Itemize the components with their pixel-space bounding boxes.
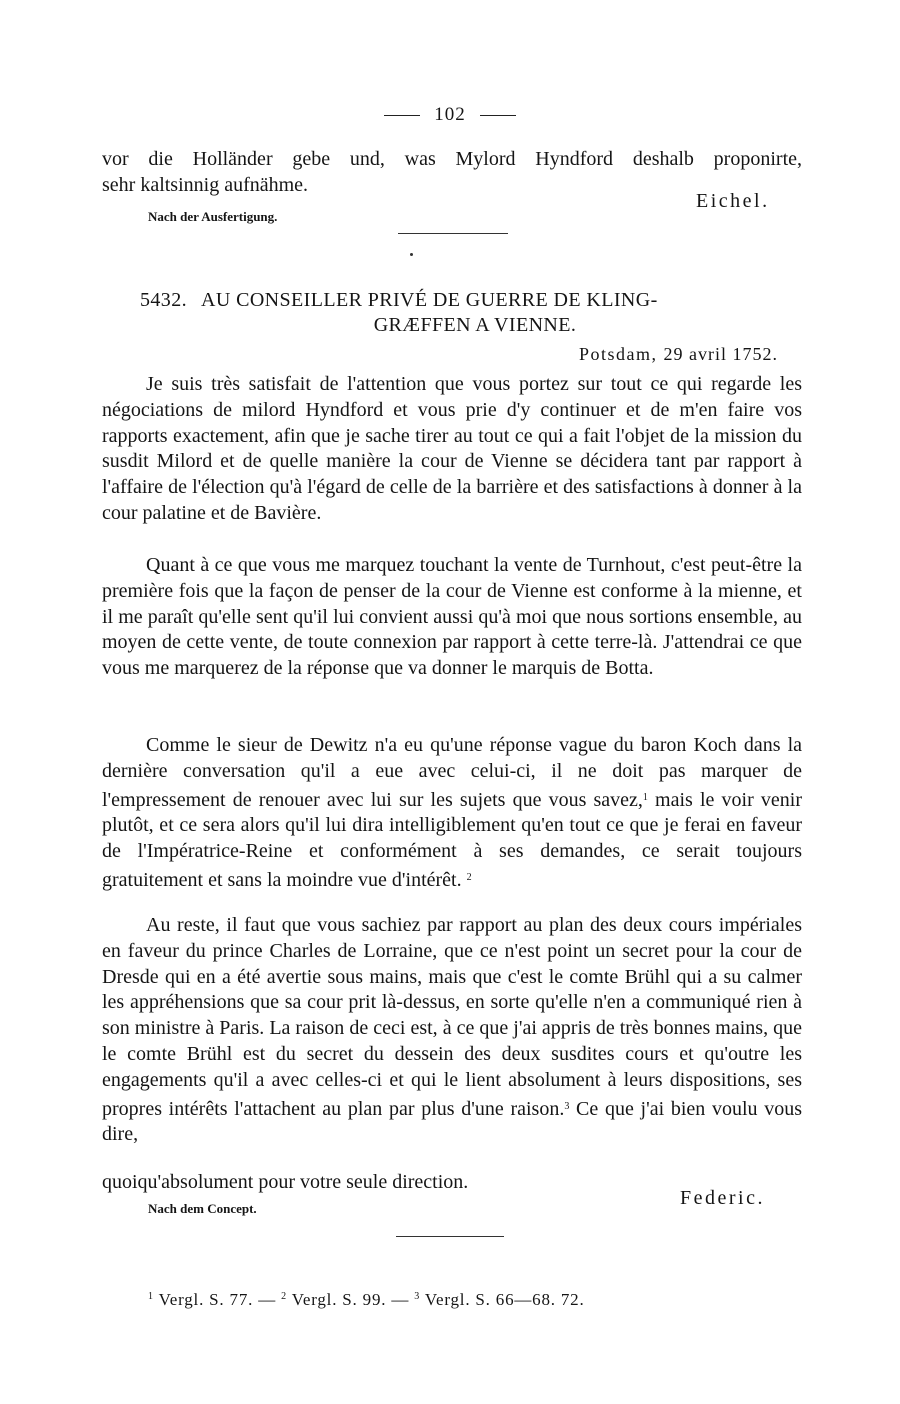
letter-date: 29 avril 1752. — [663, 344, 778, 364]
paragraph-4-last-line: quoiqu'absolument pour votre seule direction. — [102, 1171, 469, 1193]
paragraph-3-text-b: mais le voir venir plutôt, et ce sera alors qu'il lui dira intelligiblement qu'en tout ce que je ferai en faveur de l'Impératrice-Reine et conformément à ses demandes, ce serait toujours gratuitement et sans la moindre vue d'intérêt. — [102, 788, 802, 891]
footnote-2-mark: 2 — [281, 1291, 287, 1302]
footnote-3: Vergl. S. 66—68. 72. — [424, 1290, 585, 1309]
footnote-ref-1: 1 — [642, 791, 648, 803]
letter-paragraph-2: Quant à ce que vous me marquez touchant la vente de Turnhout, c'est peut-être la première fois que la façon de penser de la cour de Vienne est conforme à la mienne, et il me paraît qu'elle sent qu'il lui convient aussi qu'à moi que nous sortions ensemble, au moyen de cette vente, de toute connexion par rapport à cette terre-là. J'attendrai ce que vous me marquerez de la réponse que va donner le marquis de Botta. — [102, 554, 802, 680]
letter-paragraph-3 — [102, 733, 802, 894]
page-number-dash-right — [480, 115, 516, 116]
prev-letter-source-note: Nach der Ausfertigung. — [148, 209, 278, 224]
footnote-1-mark: 1 — [148, 1291, 154, 1302]
letter-signature: Federic. — [680, 1187, 765, 1209]
prev-letter-line-1: vor die Holländer gebe und, was Mylord Hyndford deshalb proponirte, — [102, 148, 802, 170]
paragraph-4-text-b: Ce que j'ai bien voulu vous dire, — [102, 1097, 803, 1146]
prev-letter-line-2: sehr kaltsinnig aufnähme. — [102, 174, 309, 196]
letter-heading — [140, 288, 802, 338]
letter-source-note: Nach dem Concept. — [148, 1201, 257, 1216]
letter-place: Potsdam, — [578, 344, 658, 364]
footnote-1: Vergl. S. 77. — [158, 1290, 254, 1309]
footnote-separator-2: — — [391, 1290, 410, 1309]
letter-title-line-2: GRÆFFEN A VIENNE. — [373, 314, 577, 336]
paragraph-4-text-a: Au reste, il faut que vous sachiez par rapport au plan des deux cours impériales en faveur du prince Charles de Lorraine, que ce n'est point un secret pour la cour de Dresde qui en a été avertie sous mains, mais que c'est le comte Brühl qui a su calmer les appréhensions que sa cour prit là-dessus, en sorte qu'elle n'en a communiqué rien à son ministre à Paris. La raison de ceci est, à ce que j'ai appris de très bonnes mains, que le comte Brühl est du secret du dessein des deux susdites cours et qu'outre les engagements qu'il a avec celles-ci et qui le lient absolument à leurs dispositions, ses propres intérêts l'attachent au plan par plus d'une raison. — [102, 914, 802, 1120]
paragraph-3-text-a: Comme le sieur de Dewitz n'a eu qu'une réponse vague du baron Koch dans la dernière conversation qu'il a eue avec celui-ci, il ne doit pas marquer de l'empressement de renouer avec lui sur les sujets que vous savez, — [102, 734, 802, 811]
letter-dateline — [579, 344, 778, 365]
section-divider — [398, 233, 508, 234]
letter-paragraph-4 — [102, 913, 802, 1148]
page-number — [0, 104, 900, 126]
divider-dot — [410, 253, 413, 256]
letter-number: 5432. — [140, 289, 187, 311]
prev-letter-signature: Eichel. — [696, 190, 770, 212]
footnote-ref-3: 3 — [564, 1100, 570, 1112]
footnote-2: Vergl. S. 99. — [291, 1290, 387, 1309]
footnote-divider — [396, 1236, 504, 1237]
page-number-value: 102 — [434, 104, 466, 125]
footnote-3-mark: 3 — [414, 1291, 421, 1302]
footnotes — [148, 1290, 585, 1310]
page-number-dash-left — [384, 115, 420, 116]
footnote-separator-1: — — [258, 1290, 277, 1309]
letter-title-line-1: AU CONSEILLER PRIVÉ DE GUERRE DE KLING- — [201, 289, 658, 311]
footnote-ref-2: 2 — [466, 871, 472, 883]
letter-paragraph-1: Je suis très satisfait de l'attention que vous portez sur tout ce qui regarde les négociations de milord Hyndford et vous prie d'y continuer et de m'en faire vos rapports exactement, afin que je sache tirer au tout ce qui a fait l'objet de la mission du susdit Milord et de quelle manière la cour de Vienne se décidera tant par rapport à l'affaire de l'élection qu'à l'égard de celle de la barrière et des satisfactions à donner à la cour palatine et de Bavière. — [102, 373, 802, 524]
